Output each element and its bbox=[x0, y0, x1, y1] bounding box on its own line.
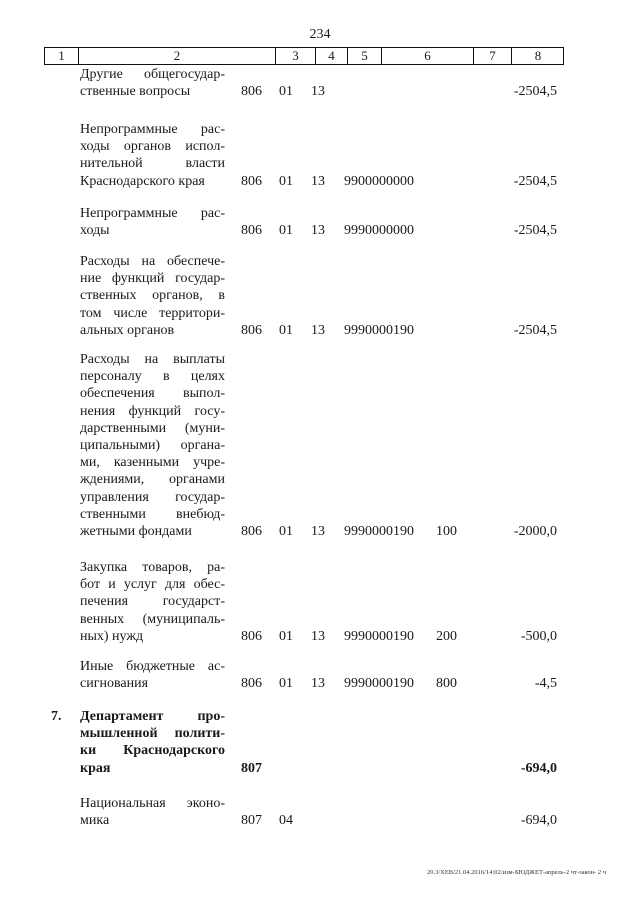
document-footer: 20.3/ХЕВ/21.04.2016/14:02/изм-БЮДЖЕТ-апрель-2 чт-закон- 2 ч bbox=[426, 869, 606, 876]
ved-code: 806 bbox=[241, 84, 262, 100]
row-name-line: том числе территори- bbox=[80, 305, 225, 321]
amount: -2000,0 bbox=[513, 524, 557, 539]
row-name-line: жетными фондами bbox=[80, 524, 192, 540]
header-col-1: 1 bbox=[58, 48, 65, 63]
table-row bbox=[0, 795, 640, 829]
row-name bbox=[80, 708, 225, 777]
row-name-line: Краснодарского края bbox=[80, 173, 205, 189]
section-code: 04 bbox=[279, 813, 293, 829]
row-name-line: Иные бюджетные ас- bbox=[80, 659, 225, 674]
row-name bbox=[80, 658, 225, 692]
row-name-line: бот и услуг для обес- bbox=[80, 577, 225, 593]
section-code: 01 bbox=[279, 84, 293, 100]
row-name-line: Непрограммные рас- bbox=[80, 122, 225, 137]
ved-code: 806 bbox=[241, 223, 262, 239]
subsection-code: 13 bbox=[311, 223, 325, 239]
table-row bbox=[0, 205, 640, 239]
row-name-line: альных органов bbox=[80, 322, 175, 338]
ved-code: 807 bbox=[241, 813, 262, 829]
row-name-line: ходы органов испол- bbox=[80, 139, 225, 155]
target-article-code: 9990000190 bbox=[344, 322, 414, 338]
amount: -4,5 bbox=[534, 676, 557, 692]
target-article-code: 9990000000 bbox=[344, 223, 414, 239]
header-col-5: 5 bbox=[347, 48, 381, 64]
row-name-line: нительной власти bbox=[80, 156, 225, 172]
subsection-code: 13 bbox=[311, 322, 325, 338]
row-name bbox=[80, 66, 225, 100]
row-name-line: дарственными (муни- bbox=[80, 420, 225, 436]
row-name-line: ственными внебюд- bbox=[80, 506, 225, 522]
ved-code: 806 bbox=[241, 322, 262, 338]
amount: -2504,5 bbox=[513, 173, 557, 189]
row-name-line: ки Краснодарского bbox=[80, 743, 225, 759]
ved-code: 806 bbox=[241, 524, 262, 539]
row-name-line: ждениями, органами bbox=[80, 472, 225, 488]
target-article-code: 9990000190 bbox=[344, 524, 414, 539]
row-name bbox=[80, 253, 225, 339]
row-name-line: печения государст- bbox=[80, 594, 225, 610]
row-name bbox=[80, 121, 225, 190]
row-name-line: Расходы на обеспече- bbox=[80, 254, 225, 269]
row-name-line: ственные вопросы bbox=[80, 84, 191, 100]
table-row bbox=[0, 66, 640, 100]
header-col-2: 2 bbox=[78, 48, 275, 64]
row-name-line: края bbox=[80, 760, 111, 776]
table-row bbox=[0, 658, 640, 692]
row-number: 7. bbox=[51, 709, 62, 724]
table-header bbox=[44, 47, 564, 65]
row-name-line: ходы bbox=[80, 223, 110, 239]
section-code: 01 bbox=[279, 628, 293, 644]
page-number: 234 bbox=[309, 27, 331, 42]
row-name bbox=[80, 559, 225, 645]
amount: -694,0 bbox=[520, 813, 557, 829]
row-name-line: ственных органов, в bbox=[80, 288, 225, 304]
row-name-line: ных) нужд bbox=[80, 628, 144, 644]
header-col-6: 6 bbox=[381, 48, 473, 64]
amount: -500,0 bbox=[520, 628, 557, 644]
row-name bbox=[80, 795, 225, 829]
subsection-code: 13 bbox=[311, 524, 325, 539]
row-name-line: управления государ- bbox=[80, 489, 225, 505]
target-article-code: 9900000000 bbox=[344, 173, 414, 189]
row-name bbox=[80, 351, 225, 540]
section-code: 01 bbox=[279, 676, 293, 692]
ved-code: 807 bbox=[241, 760, 262, 776]
ved-code: 806 bbox=[241, 173, 262, 189]
header-col-7: 7 bbox=[473, 48, 511, 64]
section-code: 01 bbox=[279, 322, 293, 338]
amount: -694,0 bbox=[520, 760, 557, 776]
amount: -2504,5 bbox=[513, 223, 557, 239]
row-name-line: ципальными) органа- bbox=[80, 438, 225, 454]
row-name-line: обеспечения выпол- bbox=[80, 386, 225, 402]
ved-code: 806 bbox=[241, 676, 262, 692]
table-row bbox=[0, 253, 640, 339]
row-name-line: Национальная эконо- bbox=[80, 796, 225, 811]
subsection-code: 13 bbox=[311, 628, 325, 644]
section-code: 01 bbox=[279, 173, 293, 189]
row-name-line: венных (муниципаль- bbox=[80, 611, 225, 627]
section-code: 01 bbox=[279, 223, 293, 239]
row-name-line: сигнования bbox=[80, 676, 149, 692]
expense-type-code: 800 bbox=[436, 676, 457, 692]
row-name bbox=[80, 205, 225, 239]
header-col-4: 4 bbox=[315, 48, 347, 64]
row-name-line: Департамент про- bbox=[80, 709, 225, 724]
header-col-8: 8 bbox=[511, 48, 564, 64]
target-article-code: 9990000190 bbox=[344, 676, 414, 692]
row-name-line: нения функций госу- bbox=[80, 403, 225, 419]
row-name-line: мышленной полити- bbox=[80, 726, 225, 742]
header-col-3: 3 bbox=[275, 48, 315, 64]
row-name-line: персоналу в целях bbox=[80, 369, 225, 385]
section-code: 01 bbox=[279, 524, 293, 539]
amount: -2504,5 bbox=[513, 322, 557, 338]
row-name-line: Другие общегосудар- bbox=[80, 67, 225, 82]
amount: -2504,5 bbox=[513, 84, 557, 100]
subsection-code: 13 bbox=[311, 676, 325, 692]
row-name-line: ние функций государ- bbox=[80, 271, 225, 287]
row-name-line: мика bbox=[80, 813, 110, 829]
target-article-code: 9990000190 bbox=[344, 628, 414, 644]
row-name-line: Расходы на выплаты bbox=[80, 352, 225, 367]
table-row bbox=[0, 559, 640, 645]
row-name-line: ми, казенными учре- bbox=[80, 455, 225, 471]
table-row bbox=[0, 121, 640, 190]
row-name-line: Закупка товаров, ра- bbox=[80, 560, 225, 575]
ved-code: 806 bbox=[241, 628, 262, 644]
expense-type-code: 100 bbox=[436, 524, 457, 539]
subsection-code: 13 bbox=[311, 84, 325, 100]
subsection-code: 13 bbox=[311, 173, 325, 189]
table-row bbox=[0, 351, 640, 540]
table-row bbox=[0, 708, 640, 777]
expense-type-code: 200 bbox=[436, 628, 457, 644]
row-name-line: Непрограммные рас- bbox=[80, 206, 225, 221]
